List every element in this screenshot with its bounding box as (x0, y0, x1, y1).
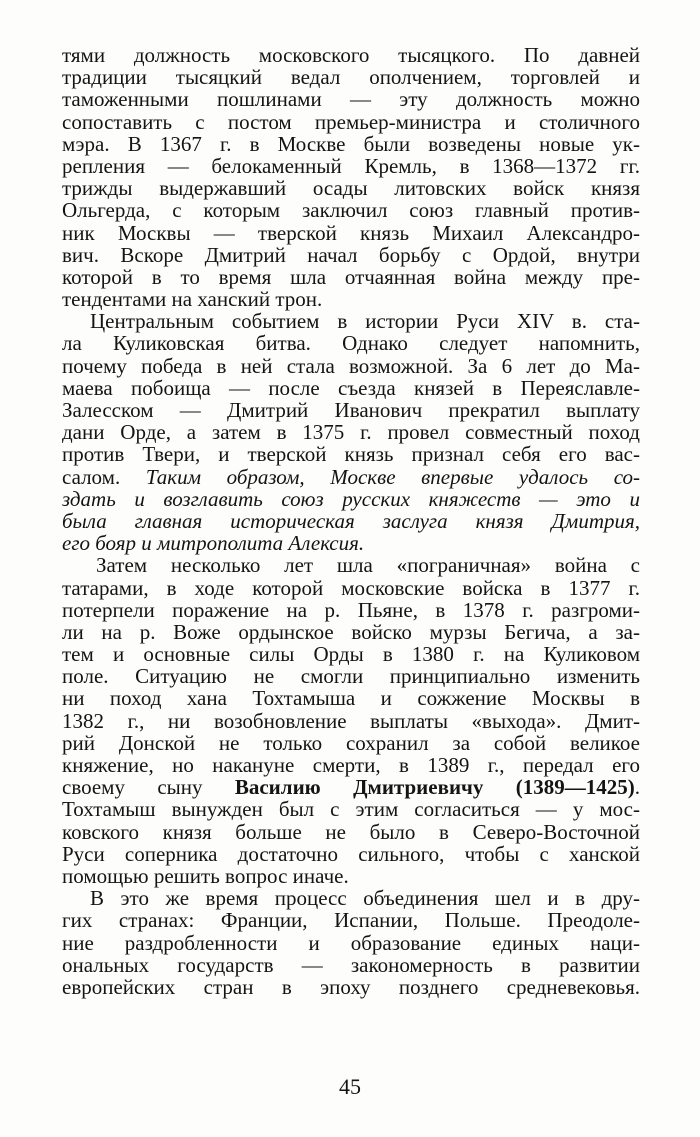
text-line: тями должность московского тысяцкого. По давней (62, 43, 640, 67)
text-line: почему победа в ней стала возможной. За 6 лет до Ма- (62, 353, 640, 378)
text-line: ли на р. Воже ордынское войско мурзы Бегича, а за- (62, 619, 640, 644)
text-line: дани Орде, а затем в 1375 г. провел совместный поход (62, 420, 640, 445)
text-line: помощью решить вопрос иначе. (62, 863, 349, 888)
text-line: 1382 г., ни возобновление выплаты «выхода». Дмит- (62, 708, 640, 733)
italic-line: была главная историческая заслуга князя Дмитрия, (62, 508, 640, 533)
text-line: потерпели поражение на р. Пьяне, в 1378 г. разгроми- (62, 597, 640, 622)
text-line: традиции тысяцкий ведал ополчением, торговлей и (62, 65, 640, 90)
text-line (62, 466, 640, 488)
italic-line: его бояр и митрополита Алексия. (62, 531, 365, 556)
text-line: вич. Вскоре Дмитрий начал борьбу с Ордой, внутри (62, 242, 640, 267)
text-line: гих странах: Франции, Испании, Польше. Преодоле- (62, 908, 640, 933)
bold-name: Василию Дмитриевичу (1389—1425) (234, 775, 635, 800)
text-line: ла Куликовская битва. Однако следует напомнить, (62, 331, 640, 356)
text-line: Ольгерда, с которым заключил союз главный против- (62, 198, 640, 223)
body-text (62, 44, 640, 998)
text-line: ональных государств — закономерность в развитии (62, 952, 640, 977)
text-line: поле. Ситуацию не смогли принципиально изменить (62, 664, 640, 689)
text-line: ние раздробленности и образование единых наци- (62, 930, 640, 955)
text-line: Руси соперника достаточно сильного, чтобы с ханской (62, 841, 640, 866)
text-segment: . (634, 775, 640, 800)
text-line: трижды выдержавший осады литовских войск князя (62, 176, 640, 201)
text-line: Затем несколько лет шла «пограничная» война с (96, 553, 640, 578)
text-line: европейских стран в эпоху позднего средневековья. (62, 974, 640, 999)
text-line: Залесском — Дмитрий Иванович прекратил выплату (62, 398, 640, 422)
text-line: маева побоища — после съезда князей в Переяславле- (62, 375, 640, 400)
text-line: В это же время процесс объединения шел и в дру- (90, 886, 640, 911)
text-line: рий Донской не только сохранил за собой великое (62, 730, 640, 755)
text-line: таможенными пошлинами — эту должность можно (62, 87, 640, 112)
text-line: татарами, в ходе которой московские войска в 1377 г. (62, 575, 640, 600)
text-line: ник Москвы — тверской князь Михаил Александро- (62, 220, 640, 245)
text-line: репления — белокаменный Кремль, в 1368—1372 гг. (62, 153, 640, 178)
text-segment: салом. (62, 464, 146, 489)
italic-text: Таким образом, Москве впервые удалось со- (145, 464, 640, 489)
text-segment: своему сыну (62, 775, 235, 800)
text-line: сопоставить с постом премьер-министра и столичного (62, 109, 640, 134)
page-number: 45 (339, 1074, 361, 1099)
text-line: княжение, но накануне смерти, в 1389 г., передал его (62, 753, 640, 777)
italic-line: здать и возглавить союз русских княжеств — это и (62, 486, 640, 511)
text-line: ковского князя больше не было в Северо-Восточной (62, 819, 640, 844)
text-line: Тохтамыш вынужден был с этим согласиться — у мос- (62, 797, 640, 822)
text-line (62, 776, 640, 798)
text-line: против Твери, и тверской князь признал себя его вас- (62, 442, 640, 467)
text-line: которой в то время шла отчаянная война между пре- (62, 264, 640, 289)
text-line: Центральным событием в истории Руси XIV в. ста- (90, 309, 640, 334)
text-line: ни поход хана Тохтамыша и сожжение Москвы в (62, 686, 640, 711)
text-line: тендентами на ханский трон. (62, 287, 323, 312)
text-line: тем и основные силы Орды в 1380 г. на Куликовом (62, 642, 640, 667)
text-line: мэра. В 1367 г. в Москве были возведены новые ук- (62, 131, 640, 156)
